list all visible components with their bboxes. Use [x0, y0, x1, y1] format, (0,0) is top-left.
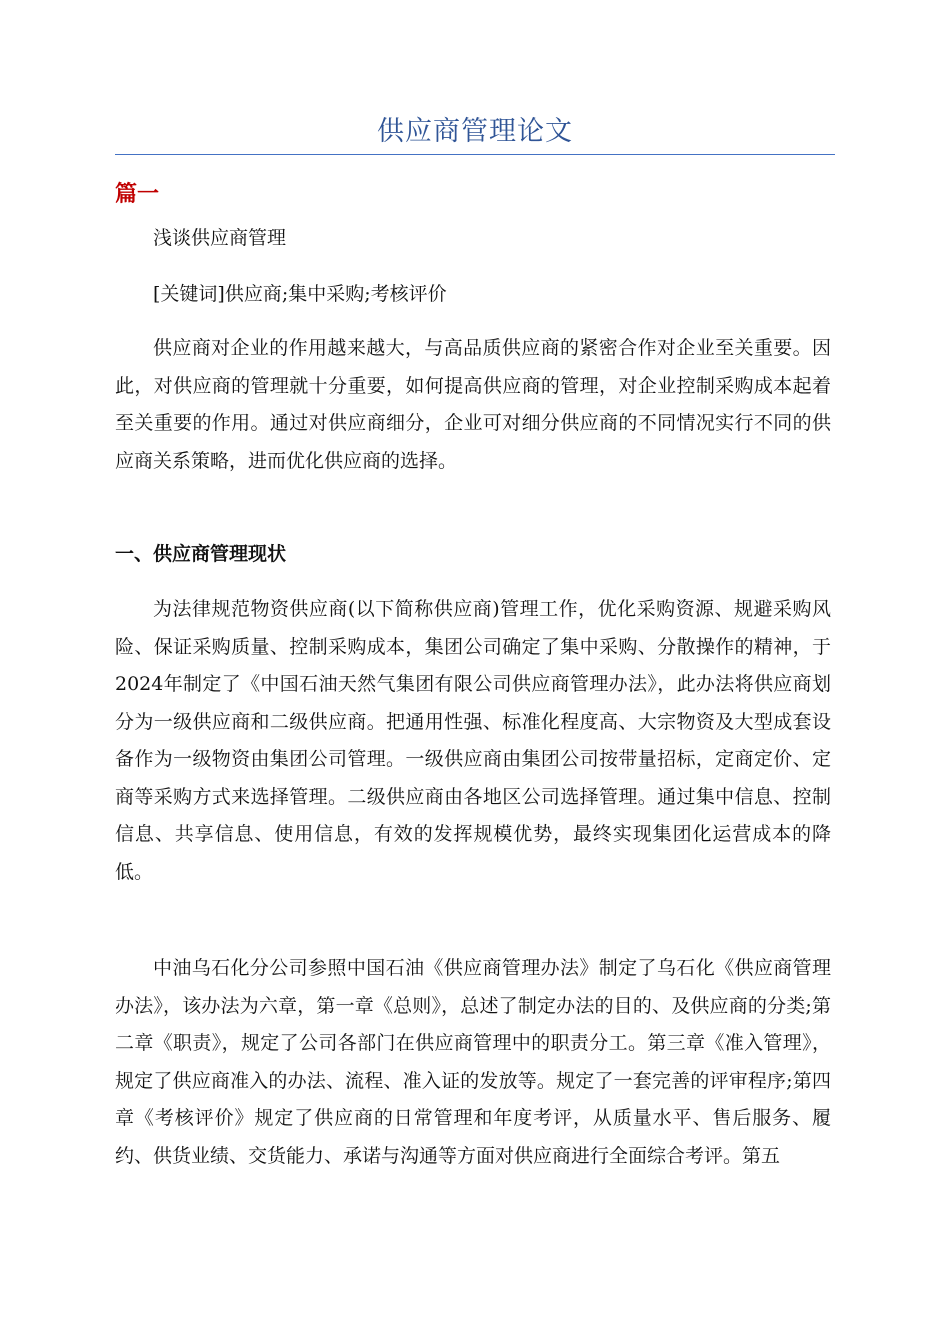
section-tag: 篇一 — [115, 182, 160, 207]
article-subtitle: 浅谈供应商管理 — [153, 227, 287, 249]
section-heading: 一、供应商管理现状 — [115, 543, 287, 565]
title-underline — [115, 154, 835, 155]
body-paragraph-1: 为法律规范物资供应商(以下简称供应商)管理工作，优化采购资源、规避采购风险、保证采购质量、控制采购成本，集团公司确定了集中采购、分散操作的精神，于2024年制定了《中国石油天然气集团有限公司供应商管理办法》，此办法将供应商划分为一级供应商和二级供应商。把通用性强、标准化程度高、大宗物资及大型成套设备作为一级物资由集团公司管理。一级供应商由集团公司按带量招标，定商定价、定商等采购方式来选择管理。二级供应商由各地区公司选择管理。通过集中信息、控制信息、共享信息、使用信息，有效的发挥规模优势，最终实现集团化运营成本的降低。 — [115, 598, 831, 883]
document-title: 供应商管理论文 — [377, 116, 573, 147]
keywords-line: [关键词]供应商;集中采购;考核评价 — [153, 283, 447, 305]
body-paragraph-2: 中油乌石化分公司参照中国石油《供应商管理办法》制定了乌石化《供应商管理办法》，该办法为六章，第一章《总则》，总述了制定办法的目的、及供应商的分类;第二章《职责》，规定了公司各部门在供应商管理中的职责分工。第三章《准入管理》，规定了供应商准入的办法、流程、准入证的发放等。规定了一套完善的评审程序;第四章《考核评价》规定了供应商的日常管理和年度考评，从质量水平、售后服务、履约、供货业绩、交货能力、承诺与沟通等方面对供应商进行全面综合考评。第五 — [115, 957, 831, 1167]
intro-paragraph: 供应商对企业的作用越来越大，与高品质供应商的紧密合作对企业至关重要。因此，对供应商的管理就十分重要，如何提高供应商的管理，对企业控制采购成本起着至关重要的作用。通过对供应商细分，企业可对细分供应商的不同情况实行不同的供应商关系策略，进而优化供应商的选择。 — [115, 337, 831, 472]
